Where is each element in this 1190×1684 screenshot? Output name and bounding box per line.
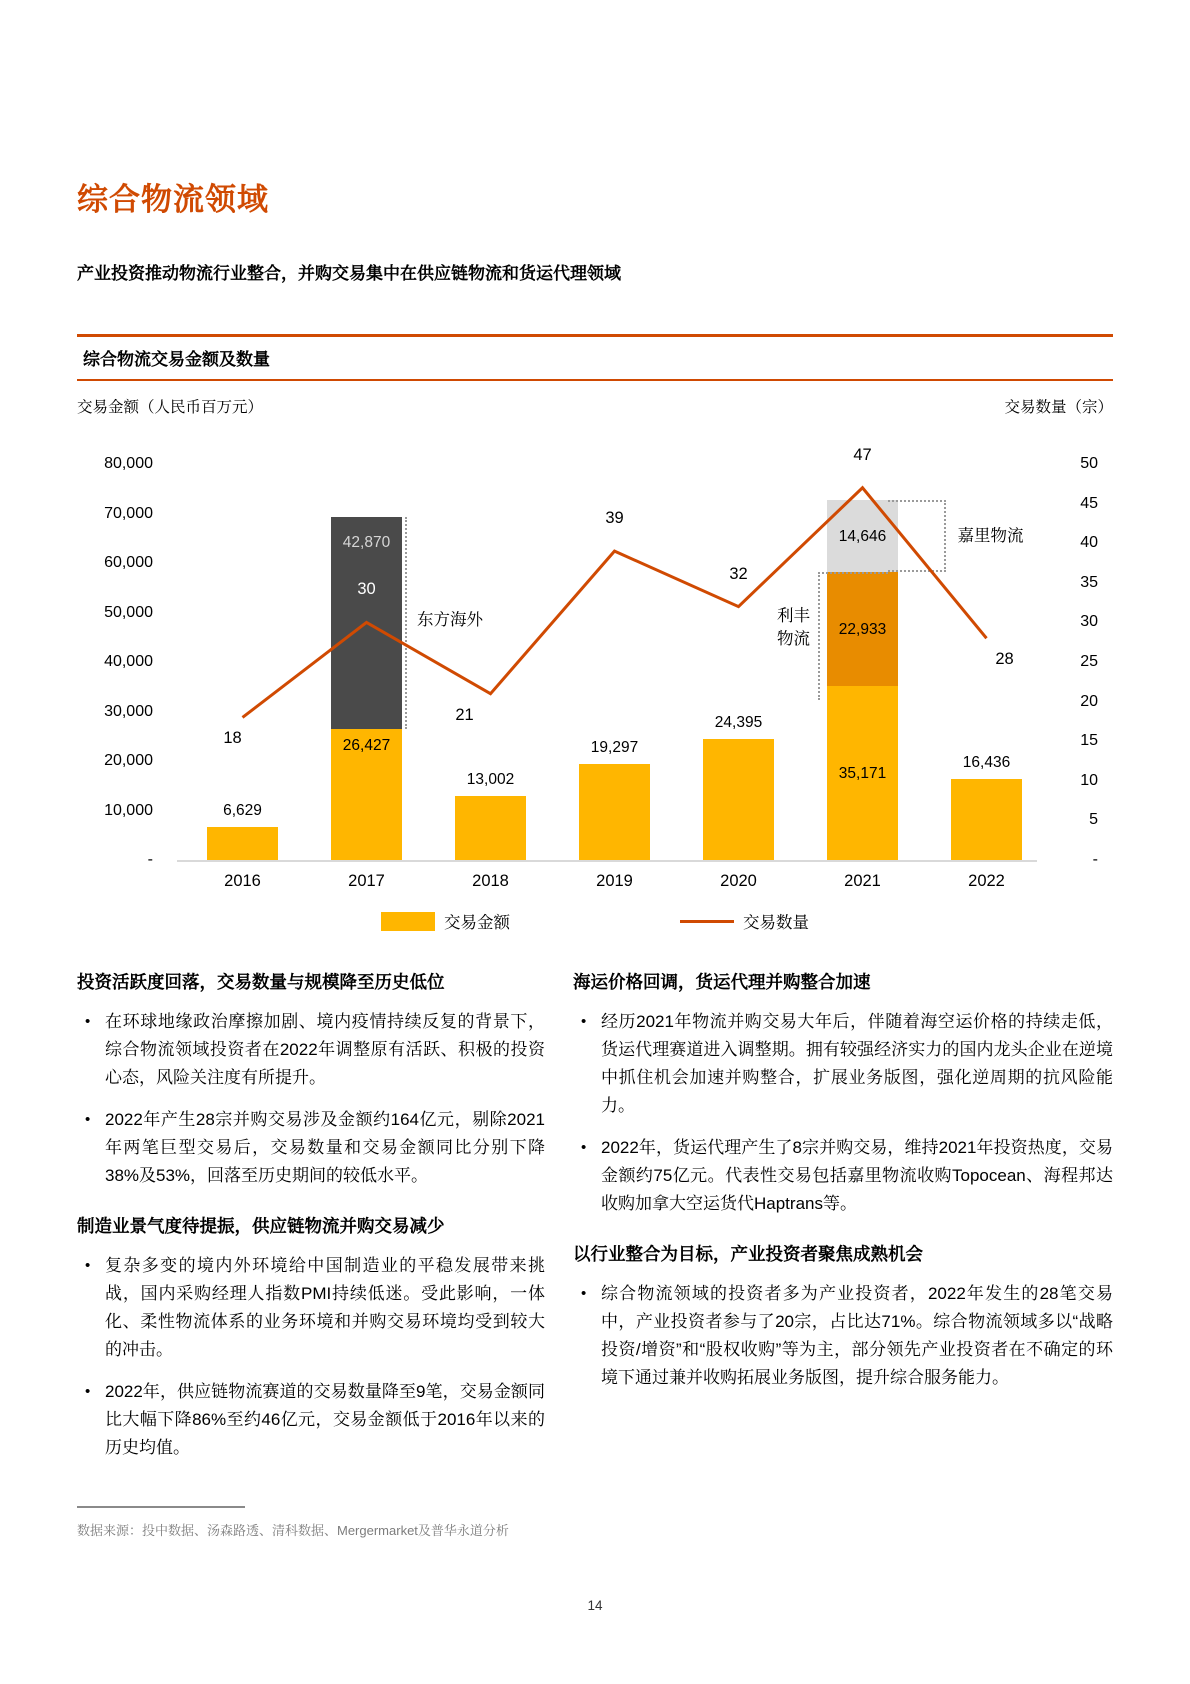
y-axis-tick-right: 15: [1080, 732, 1098, 750]
line-point-label: 28: [995, 650, 1014, 669]
bar-value-label: 19,297: [590, 739, 639, 757]
y-axis-tick-right: 35: [1080, 573, 1098, 591]
source-block: [77, 1506, 509, 1539]
bar-value-label: 14,646: [838, 528, 887, 546]
bullet-list: [77, 1252, 545, 1462]
legend-label: 交易数量: [743, 914, 809, 932]
bar-segment: [703, 739, 774, 860]
x-axis-label: 2022: [968, 872, 1005, 890]
bullet-item: • 2022年产生28宗并购交易涉及金额约164亿元，剔除2021年两笔巨型交易后，交易数量和交易金额同比分别下降38%及53%，回落至历史期间的较低水平。: [77, 1106, 545, 1190]
source-note: 数据来源：投中数据、汤森路透、清科数据、Mergermarket及普华永道分析: [77, 1523, 509, 1538]
y-axis-tick-right: 25: [1080, 653, 1098, 670]
bullet-list: [77, 1008, 545, 1190]
bar-value-label: 16,436: [962, 753, 1011, 771]
bullet-list: [573, 1008, 1113, 1218]
y-axis-tick-left: 80,000: [104, 455, 153, 472]
annotation-label: 利丰 物流: [777, 607, 810, 649]
bar-segment: [455, 796, 526, 860]
bullet-item: • 在环球地缘政治摩擦加剧、境内疫情持续反复的背景下，综合物流领域投资者在2022年调整原有活跃、积极的投资心态，风险关注度有所提升。: [77, 1008, 545, 1092]
y-axis-tick-left: 10,000: [104, 801, 153, 819]
bullet-item: • 综合物流领域的投资者多为产业投资者，2022年发生的28笔交易中，产业投资者参与了20宗，占比达71%。综合物流领域多以“战略投资/增资”和“股权收购”等为主，部分领先产业投资者在不确定的环境下通过兼并收购拓展业务版图，提升综合服务能力。: [573, 1280, 1113, 1392]
bullet-item: • 2022年，供应链物流赛道的交易数量降至9笔，交易金额同比大幅下降86%至约46亿元，交易金额低于2016年以来的历史均值。: [77, 1378, 545, 1462]
bar-segment: [207, 827, 278, 860]
section-heading: 制造业景气度待提振，供应链物流并购交易减少: [77, 1216, 445, 1236]
line-point-label: 32: [729, 564, 748, 583]
annotation-dotted-line: [818, 572, 888, 574]
section-heading: 投资活跃度回落，交易数量与规模降至历史低位: [77, 972, 445, 992]
legend-bar-swatch: [381, 912, 435, 931]
y-axis-tick-left: 50,000: [104, 603, 153, 621]
column-left: [77, 971, 545, 1462]
y-axis-tick-left: 40,000: [104, 653, 153, 670]
x-axis-label: 2018: [472, 872, 509, 890]
y-axis-tick-right: 10: [1080, 771, 1098, 789]
x-axis-baseline: [177, 860, 1037, 862]
page-content: [77, 0, 1113, 1462]
page-subtitle: 产业投资推动物流行业整合，并购交易集中在供应链物流和货运代理领域: [77, 264, 621, 283]
y-axis-tick-right: 40: [1080, 534, 1098, 552]
chart-plot: [77, 444, 1113, 899]
column-right: [573, 971, 1113, 1462]
y-axis-tick-left: 60,000: [104, 554, 153, 571]
y-axis-tick-left: -: [147, 851, 153, 868]
bar-value-label: 26,427: [342, 736, 391, 754]
y-axis-tick-left: 70,000: [104, 504, 153, 522]
chart-legend: [77, 909, 1113, 933]
bar-value-label: 42,870: [342, 534, 391, 552]
x-axis-label: 2021: [844, 872, 881, 890]
section-heading: 以行业整合为目标，产业投资者聚焦成熟机会: [573, 1244, 923, 1264]
chart-section-title: 综合物流交易金额及数量: [83, 350, 270, 369]
section-heading: 海运价格回调，货运代理并购整合加速: [573, 972, 871, 992]
body-columns: [77, 971, 1113, 1462]
y-axis-tick-right: 45: [1080, 494, 1098, 512]
y-axis-tick-right: 30: [1080, 613, 1098, 631]
right-axis-title: 交易数量（宗）: [1004, 399, 1113, 416]
y-axis-tick-right: -: [1092, 851, 1098, 868]
bar-value-label: 24,395: [714, 714, 763, 732]
legend-label: 交易金额: [444, 914, 510, 932]
legend-line-swatch: [680, 920, 734, 923]
y-axis-tick-right: 50: [1080, 455, 1098, 472]
legend-item: [680, 909, 809, 933]
line-point-label: 39: [605, 509, 624, 528]
bullet-list: [573, 1280, 1113, 1392]
bar-value-label: 22,933: [838, 621, 887, 639]
page-title: 综合物流领域: [77, 182, 269, 217]
x-axis-label: 2020: [720, 872, 757, 890]
chart-section-header: [77, 334, 1113, 381]
line-point-label: 30: [357, 580, 376, 599]
annotation-label: 东方海外: [417, 610, 483, 629]
y-axis-tick-right: 20: [1080, 692, 1098, 710]
legend-item: [381, 909, 510, 933]
left-axis-title: 交易金额（人民币百万元）: [77, 399, 264, 416]
bullet-item: • 经历2021年物流并购交易大年后，伴随着海空运价格的持续走低，货运代理赛道进入调整期。拥有较强经济实力的国内龙头企业在逆境中抓住机会加速并购整合，扩展业务版图，强化逆周期的抗风险能力。: [573, 1008, 1113, 1120]
line-point-label: 47: [853, 445, 872, 464]
bar-value-label: 13,002: [466, 770, 515, 788]
axis-titles-row: [77, 395, 1113, 417]
y-axis-tick-right: 5: [1089, 811, 1098, 829]
x-axis-label: 2017: [348, 872, 385, 890]
line-point-label: 18: [223, 729, 242, 748]
annotation-label: 嘉里物流: [957, 527, 1024, 546]
bar-segment: [579, 764, 650, 860]
line-point-label: 21: [455, 705, 474, 724]
bar-value-label: 35,171: [838, 764, 887, 782]
x-axis-label: 2016: [224, 872, 261, 890]
source-divider: [77, 1506, 245, 1508]
y-axis-tick-left: 30,000: [104, 702, 153, 720]
bar-segment: [951, 779, 1022, 860]
x-axis-label: 2019: [596, 872, 633, 890]
page-number: 14: [587, 1598, 603, 1613]
bullet-item: • 2022年，货运代理产生了8宗并购交易，维持2021年投资热度，交易金额约75亿元。代表性交易包括嘉里物流收购Topocean、海程邦达收购加拿大空运货代Haptrans等。: [573, 1134, 1113, 1218]
bar-value-label: 6,629: [223, 802, 262, 820]
y-axis-tick-left: 20,000: [104, 752, 153, 769]
bullet-item: • 复杂多变的境内外环境给中国制造业的平稳发展带来挑战，国内采购经理人指数PMI持续低迷。受此影响，一体化、柔性物流体系的业务环境和并购交易环境均受到较大的冲击。: [77, 1252, 545, 1364]
